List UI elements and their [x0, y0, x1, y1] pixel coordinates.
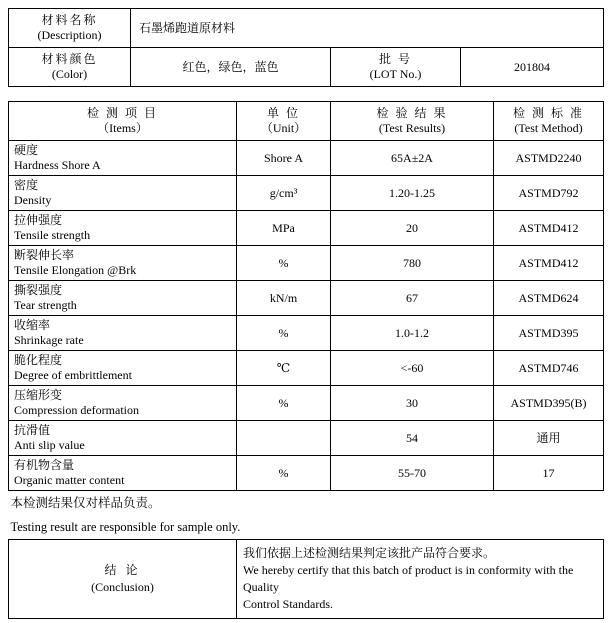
item-name: 断裂伸长率 Tensile Elongation @Brk — [9, 246, 237, 281]
item-method: ASTMD792 — [494, 176, 604, 211]
lot-label: 批 号 (LOT No.) — [331, 48, 461, 87]
conclusion-label: 结 论 (Conclusion) — [9, 540, 237, 619]
column-header-unit: 单 位 （Unit） — [237, 102, 331, 141]
table-row — [9, 316, 604, 351]
item-name: 有机物含量 Organic matter content — [9, 456, 237, 491]
table-row — [9, 351, 604, 386]
item-result: 20 — [331, 211, 494, 246]
item-unit: kN/m — [237, 281, 331, 316]
note-row-cn — [9, 491, 604, 516]
table-header-row — [9, 102, 604, 141]
column-header-items: 检 测 项 目 （Items） — [9, 102, 237, 141]
note-row-en — [9, 515, 604, 540]
item-method: ASTMD395(B) — [494, 386, 604, 421]
table-row — [9, 421, 604, 456]
table-row — [9, 386, 604, 421]
section-divider — [8, 87, 603, 101]
column-header-results: 检 验 结 果 (Test Results) — [331, 102, 494, 141]
item-method: ASTMD412 — [494, 211, 604, 246]
header-table — [8, 8, 604, 87]
item-name: 脆化程度 Degree of embrittlement — [9, 351, 237, 386]
item-name: 拉伸强度 Tensile strength — [9, 211, 237, 246]
table-row — [9, 281, 604, 316]
item-result: 1.0-1.2 — [331, 316, 494, 351]
table-row — [9, 48, 604, 87]
item-method: ASTMD395 — [494, 316, 604, 351]
item-result: 54 — [331, 421, 494, 456]
item-name: 抗滑值 Anti slip value — [9, 421, 237, 456]
note-text-cn: 本检测结果仅对样品负责。 — [10, 496, 161, 510]
table-row — [9, 176, 604, 211]
item-name: 收缩率 Shrinkage rate — [9, 316, 237, 351]
conclusion-text-cn: 我们依据上述检测结果判定该批产品符合要求。 — [243, 546, 496, 560]
material-name-value: 石墨烯跑道原材料 — [131, 9, 604, 48]
item-result: <-60 — [331, 351, 494, 386]
conclusion-text-en-line2: Control Standards. — [243, 597, 333, 611]
material-color-label: 材料颜色 (Color) — [9, 48, 131, 87]
table-row — [9, 141, 604, 176]
table-row — [9, 246, 604, 281]
item-method: 17 — [494, 456, 604, 491]
lot-value: 201804 — [461, 48, 604, 87]
item-result: 65A±2A — [331, 141, 494, 176]
item-method: ASTMD624 — [494, 281, 604, 316]
item-method: ASTMD2240 — [494, 141, 604, 176]
item-name: 密度 Density — [9, 176, 237, 211]
item-unit: % — [237, 386, 331, 421]
column-header-method: 检 测 标 准 (Test Method) — [494, 102, 604, 141]
note-text-en: Testing result are responsible for sample only. — [10, 520, 241, 534]
item-unit — [237, 421, 331, 456]
table-row — [9, 456, 604, 491]
item-result: 67 — [331, 281, 494, 316]
test-results-table — [8, 101, 604, 619]
item-method: ASTMD412 — [494, 246, 604, 281]
conclusion-text-en-line1: We hereby certify that this batch of product is in conformity with the Quality — [243, 563, 574, 594]
conclusion-text — [237, 540, 604, 619]
item-result: 780 — [331, 246, 494, 281]
item-result: 55-70 — [331, 456, 494, 491]
item-name: 撕裂强度 Tear strength — [9, 281, 237, 316]
item-name: 硬度 Hardness Shore A — [9, 141, 237, 176]
item-unit: % — [237, 456, 331, 491]
item-method: ASTMD746 — [494, 351, 604, 386]
item-unit: ℃ — [237, 351, 331, 386]
material-name-label: 材料名称 (Description) — [9, 9, 131, 48]
item-result: 1.20-1.25 — [331, 176, 494, 211]
material-color-value: 红色，绿色，蓝色 — [131, 48, 331, 87]
item-method: 通用 — [494, 421, 604, 456]
item-unit: Shore A — [237, 141, 331, 176]
item-unit: g/cm³ — [237, 176, 331, 211]
table-row — [9, 211, 604, 246]
item-unit: MPa — [237, 211, 331, 246]
item-name: 压缩形变 Compression deformation — [9, 386, 237, 421]
item-unit: % — [237, 246, 331, 281]
table-row — [9, 9, 604, 48]
item-result: 30 — [331, 386, 494, 421]
conclusion-row — [9, 540, 604, 619]
item-unit: % — [237, 316, 331, 351]
